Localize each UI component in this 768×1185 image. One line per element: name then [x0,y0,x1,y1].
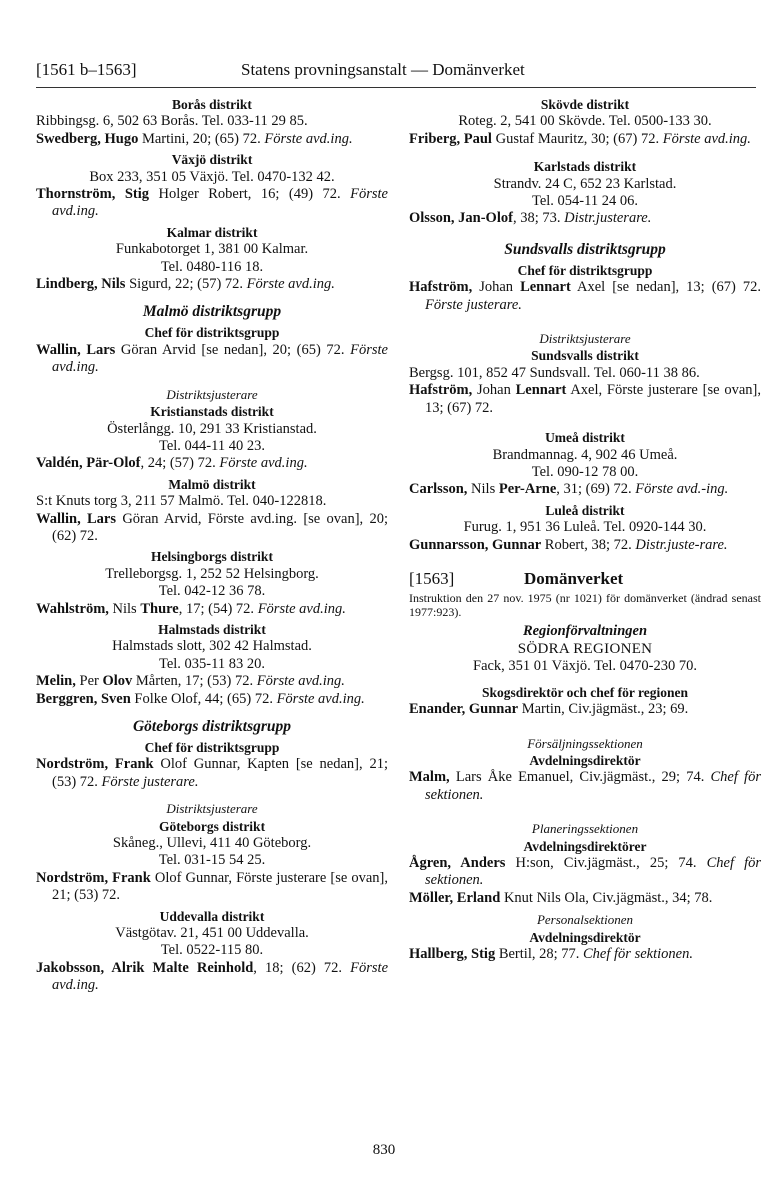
district-heading: Umeå distrikt [545,430,625,446]
person-entry: Friberg, Paul Gustaf Mauritz, 30; (67) 72. Förste avd.ing. [409,130,751,147]
person-entry: Wahlström, Nils Thure, 17; (54) 72. Förste avd.ing. [36,600,346,617]
address-line: Tel. 031-15 54 25. [158,852,266,869]
address-line: Tel. 044-11 40 23. [159,437,265,454]
person-entry: Hafström, Johan Lennart Axel, Förste justerare [se ovan], 13; (67) 72. [409,382,761,416]
person-entry: Thornström, Stig Holger Robert, 16; (49) 72. Förste avd.ing. [36,186,388,220]
district-heading: Växjö distrikt [171,152,253,168]
person-entry: Swedberg, Hugo Martini, 20; (65) 72. Förste avd.ing. [36,130,353,147]
address-line: Bergsg. 101, 852 47 Sundsvall. Tel. 060-11 38 86. [409,364,700,381]
district-heading: Luleå distrikt [545,502,625,518]
region-heading: SÖDRA REGIONEN [517,640,653,657]
address-line: Box 233, 351 05 Växjö. Tel. 0470-132 42. [89,168,335,185]
administration-heading: Regionförvaltningen [522,622,648,639]
person-entry: Nordström, Frank Olof Gunnar, Förste justerare [se ovan], 21; (53) 72. [36,869,388,904]
role-subheading: Distriktsjusterare [166,801,258,817]
address-line: Halmstads slott, 302 42 Halmstad. [112,638,312,655]
page-header [36,60,756,86]
address-line: Västgötav. 21, 451 00 Uddevalla. [115,925,309,942]
address-line: Tel. 0480-116 18. [160,258,264,275]
section-number: [1563] [409,568,455,588]
address-line: Österlångg. 10, 291 33 Kristianstad. [107,420,317,437]
header-rule [36,87,756,88]
district-heading: Kalmar distrikt [166,224,258,240]
role-subheading: Distriktsjusterare [539,331,631,347]
left-column [36,93,388,995]
address-line: Strandv. 24 C, 652 23 Karlstad. [493,175,677,192]
address-line: Furug. 1, 951 36 Luleå. Tel. 0920-144 30. [463,519,707,536]
person-entry: Jakobsson, Alrik Malte Reinhold, 18; (62) 72. Förste avd.ing. [36,959,389,994]
district-heading: Skövde distrikt [540,97,630,112]
district-heading: Borås distrikt [172,97,252,112]
person-entry: Malm, Lars Åke Emanuel, Civ.jägmäst., 29; 74. Chef för sektionen. [409,769,761,803]
address-line: Funkabotorget 1, 381 00 Kalmar. [115,241,309,258]
person-entry: Möller, Erland Knut Nils Ola, Civ.jägmäst., 34; 78. [409,889,713,906]
person-entry: Enander, Gunnar Martin, Civ.jägmäst., 23; 69. [409,701,689,718]
address-line: S:t Knuts torg 3, 211 57 Malmö. Tel. 040-122818. [36,493,327,510]
group-heading: Malmö distriktsgrupp [142,303,282,321]
district-heading: Göteborgs distrikt [158,818,266,834]
person-entry: Carlsson, Nils Per-Arne, 31; (69) 72. Förste avd.-ing. [409,481,729,498]
section-heading [409,568,761,591]
person-entry: Valdén, Pär-Olof, 24; (57) 72. Förste avd.ing. [36,455,308,472]
address-line: Brandmannag. 4, 902 46 Umeå. [492,446,678,463]
page-number: 830 [372,1142,396,1158]
address-line: Roteg. 2, 541 00 Skövde. Tel. 0500-133 30. [458,113,712,130]
role-heading: Avdelningsdirektörer [523,838,647,854]
role-heading: Chef för distriktsgrupp [144,325,280,341]
address-line: Ribbingsg. 6, 502 63 Borås. Tel. 033-11 29 85. [36,113,308,130]
role-subheading: Distriktsjusterare [166,386,258,402]
header-title: Statens provningsanstalt — Domänverket [241,60,525,79]
role-heading: Chef för distriktsgrupp [517,262,653,278]
address-line: Fack, 351 01 Växjö. Tel. 0470-230 70. [473,658,697,675]
person-entry: Ågren, Anders H:son, Civ.jägmäst., 25; 74. Chef för sektionen. [409,855,761,889]
person-entry: Olsson, Jan-Olof, 38; 73. Distr.justerare. [409,210,652,227]
district-heading: Sundsvalls distrikt [531,348,639,364]
header-range: [1561 b–1563] [36,60,137,79]
address-line: Tel. 035-11 83 20. [159,655,265,672]
district-heading: Helsingborgs distrikt [151,549,273,565]
address-line: Tel. 042-12 36 78. [158,583,266,600]
address-line: Tel. 054-11 24 06. [532,193,638,210]
section-title: Domänverket [524,568,624,588]
address-line: Tel. 0522-115 80. [160,942,264,959]
district-heading: Halmstads distrikt [158,621,266,637]
person-entry: Gunnarsson, Gunnar Robert, 38; 72. Distr.juste-rare. [409,536,728,553]
role-heading: Skogsdirektör och chef för regionen [481,684,688,700]
role-heading: Avdelningsdirektör [529,929,641,945]
person-entry: Wallin, Lars Göran Arvid, Förste avd.ing. [se ovan], 20; (62) 72. [36,510,388,544]
person-entry: Nordström, Frank Olof Gunnar, Kapten [se nedan], 21; (53) 72. Förste justerare. [36,756,388,790]
address-line: Skåneg., Ullevi, 411 40 Göteborg. [112,835,312,852]
section-subheading: Personalsektionen [536,912,634,928]
address-line: Trelleborgsg. 1, 252 52 Helsingborg. [105,565,319,582]
district-heading: Karlstads distrikt [533,159,637,175]
group-heading: Göteborgs distriktsgrupp [132,718,292,735]
district-heading: Uddevalla distrikt [159,908,265,924]
person-entry: Berggren, Sven Folke Olof, 44; (65) 72. Förste avd.ing. [36,690,365,707]
person-entry: Hafström, Johan Lennart Axel [se nedan], 13; (67) 72. Förste justerare. [409,279,761,313]
section-subheading: Försäljningssektionen [527,735,643,751]
person-entry: Melin, Per Olov Mårten, 17; (53) 72. Förste avd.ing. [36,673,345,690]
section-subheading: Planeringssektionen [531,821,639,837]
district-heading: Kristianstads distrikt [150,404,274,420]
district-heading: Malmö distrikt [168,476,256,492]
instruction-note: Instruktion den 27 nov. 1975 (nr 1021) för domänverket (ändrad senast 1977:923). [409,590,761,619]
person-entry: Lindberg, Nils Sigurd, 22; (57) 72. Förste avd.ing. [36,276,335,293]
person-entry: Wallin, Lars Göran Arvid [se nedan], 20; (65) 72. Förste avd.ing. [36,341,388,376]
group-heading: Sundsvalls distriktsgrupp [504,240,666,258]
address-line: Tel. 090-12 78 00. [531,463,639,480]
role-heading: Avdelningsdirektör [529,752,641,768]
right-column [409,93,761,963]
role-heading: Chef för distriktsgrupp [144,740,280,755]
person-entry: Hallberg, Stig Bertil, 28; 77. Chef för sektionen. [409,946,693,963]
